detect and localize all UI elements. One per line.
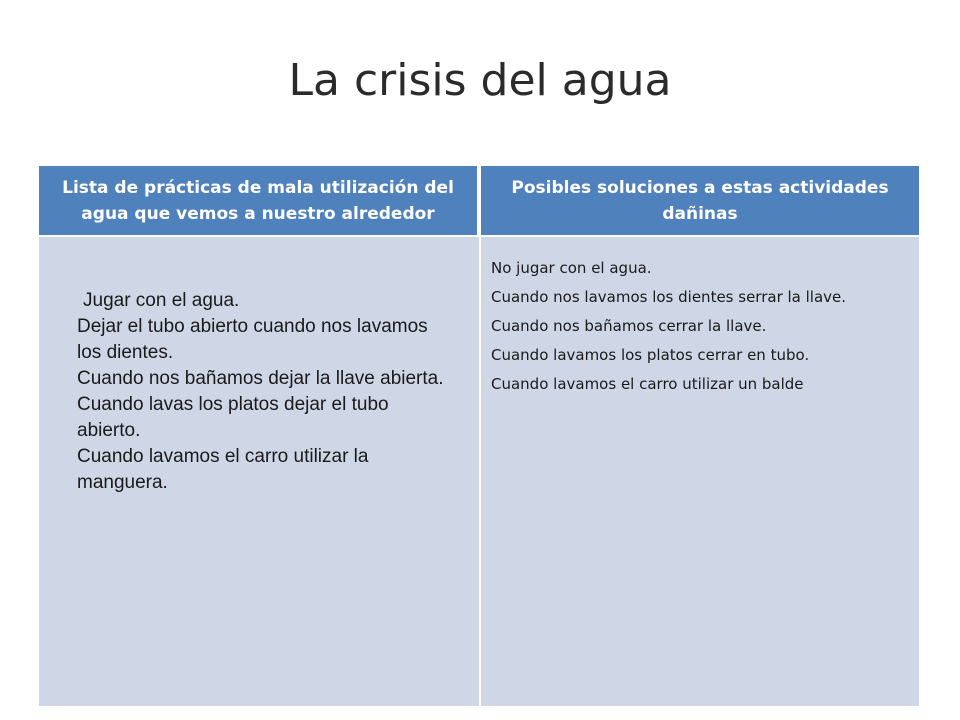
header-right-text: Posibles soluciones a estas actividades dañinas xyxy=(511,178,889,224)
table-cell-practices xyxy=(39,237,479,706)
table-cell-solutions xyxy=(481,237,919,706)
list-item: Jugar con el agua. xyxy=(83,290,240,311)
list-item: Cuando lavamos el carro utilizar un balde xyxy=(491,375,804,393)
table-header-left xyxy=(39,166,479,235)
list-item: Cuando lavamos el carro utilizar la manguera. xyxy=(77,446,369,493)
slide-title: La crisis del agua xyxy=(288,55,672,106)
list-item: Cuando nos lavamos los dientes serrar la llave. xyxy=(491,288,847,306)
list-item: No jugar con el agua. xyxy=(491,259,652,277)
practices-list xyxy=(77,288,457,496)
table-header-right xyxy=(481,166,919,235)
list-item: Cuando lavamos los platos cerrar en tubo. xyxy=(491,346,810,364)
solutions-list xyxy=(491,254,911,399)
list-item: Dejar el tubo abierto cuando nos lavamos los dientes. xyxy=(77,316,428,363)
list-item: Cuando nos bañamos dejar la llave abierta. xyxy=(77,368,444,389)
comparison-table xyxy=(39,166,919,706)
list-item: Cuando nos bañamos cerrar la llave. xyxy=(491,317,767,335)
header-left-text: Lista de prácticas de mala utilización del agua que vemos a nuestro alrededor xyxy=(62,178,454,224)
list-item: Cuando lavas los platos dejar el tubo abierto. xyxy=(77,394,389,441)
